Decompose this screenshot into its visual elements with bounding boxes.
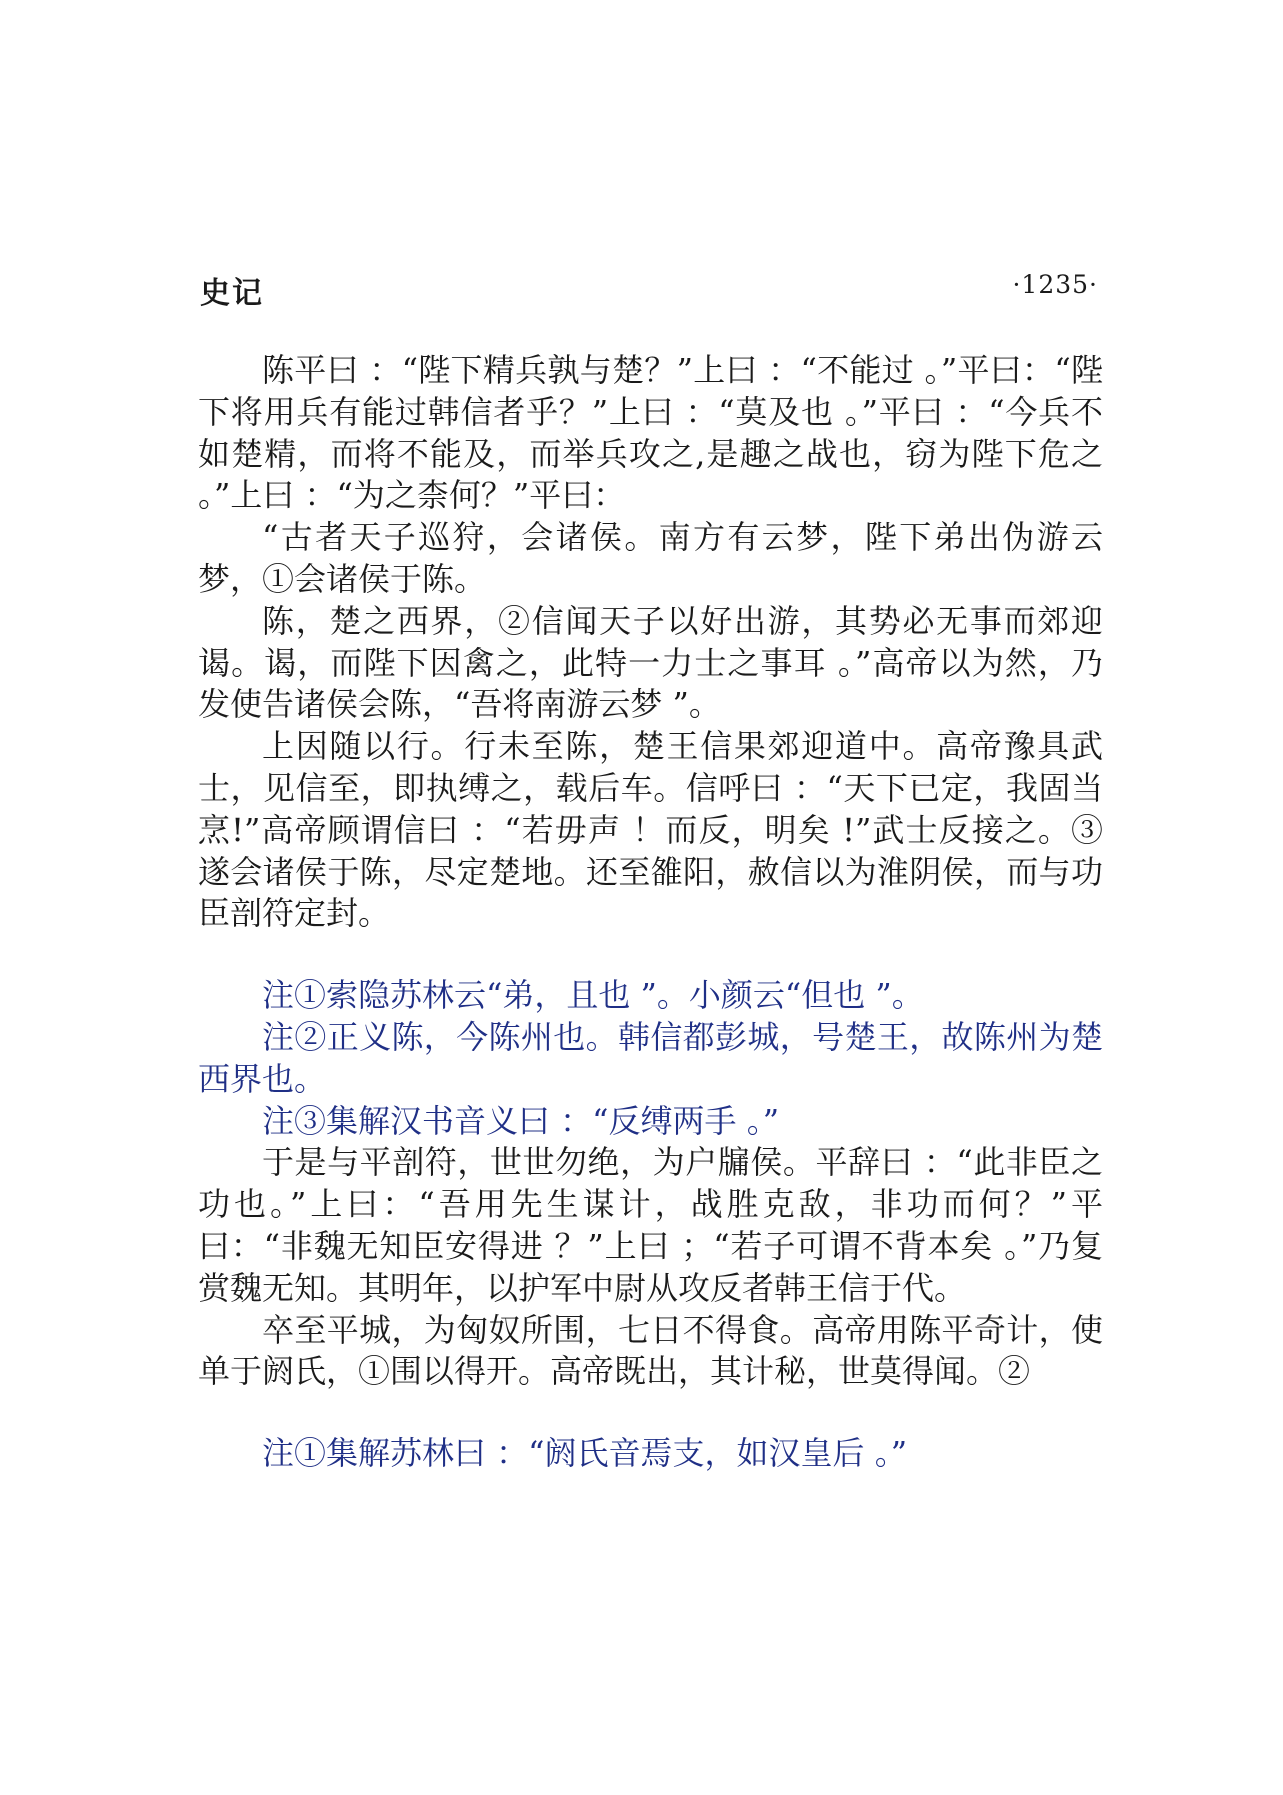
page-body: [198, 350, 1103, 1475]
book-title: 史记: [200, 276, 264, 311]
text-paragraph: 上因随以行。行未至陈，楚王信果郊迎道中。高帝豫具武士，见信至，即执缚之，载后车。信呼曰 ：“天下已定，我固当烹!”高帝顾谓信曰 ：“若毋声 ！而反，明矣 !”武士反接之。③遂会诸侯于陈，尽定楚地。还至雒阳，赦信以为淮阴侯，而与功臣剖符定封。: [198, 727, 1103, 933]
text-paragraph: 陈平曰 ：“陛下精兵孰与楚？”上曰 ：“不能过 。”平曰：“陛下将用兵有能过韩信者乎？”上曰 ：“莫及也 。”平曰 ：“今兵不如楚精，而将不能及，而举兵攻之,是趣之战也，窃为陛下危之 。”上曰 ：“为之柰何？”平曰：: [198, 351, 1103, 515]
footnote-paragraph: 注①集解苏林曰 ：“阏氏音焉支，如汉皇后 。”: [262, 1434, 908, 1473]
page-number: ·1235·: [1012, 270, 1098, 299]
paragraph-gap: [198, 1393, 1103, 1433]
text-paragraph: 卒至平城，为匈奴所围，七日不得食。高帝用陈平奇计，使单于阏氏，①围以得开。高帝既出，其计秘，世莫得闻。②: [198, 1310, 1103, 1391]
page-header: [200, 268, 1098, 311]
text-paragraph: “古者天子巡狩，会诸侯。南方有云梦，陛下弟出伪游云梦，①会诸侯于陈。: [198, 518, 1103, 598]
footnote-paragraph: 注②正义陈，今陈州也。韩信都彭城，号楚王，故陈州为楚西界也。: [198, 1017, 1103, 1098]
paragraph-gap: [198, 935, 1103, 975]
text-paragraph: 陈，楚之西界，②信闻天子以好出游，其势必无事而郊迎谒。谒，而陛下因禽之，此特一力士之事耳 。”高帝以为然，乃发使告诸侯会陈，“吾将南游云梦 ”。: [198, 601, 1103, 724]
footnote-paragraph: 注③集解汉书音义曰 ：“反缚两手 。”: [262, 1101, 780, 1140]
footnote-paragraph: 注①索隐苏林云“弟，且也 ”。小颜云“但也 ”。: [262, 976, 924, 1015]
text-paragraph: 于是与平剖符，世世勿绝，为户牖侯。平辞曰 ：“此非臣之功也。”上曰：“吾用先生谋计，战胜克敌，非功而何？”平曰：“非魏无知臣安得进 ？”上曰 ；“若子可谓不背本矣 。”乃复赏魏无知。其明年，以护军中尉从攻反者韩王信于代。: [198, 1143, 1103, 1307]
